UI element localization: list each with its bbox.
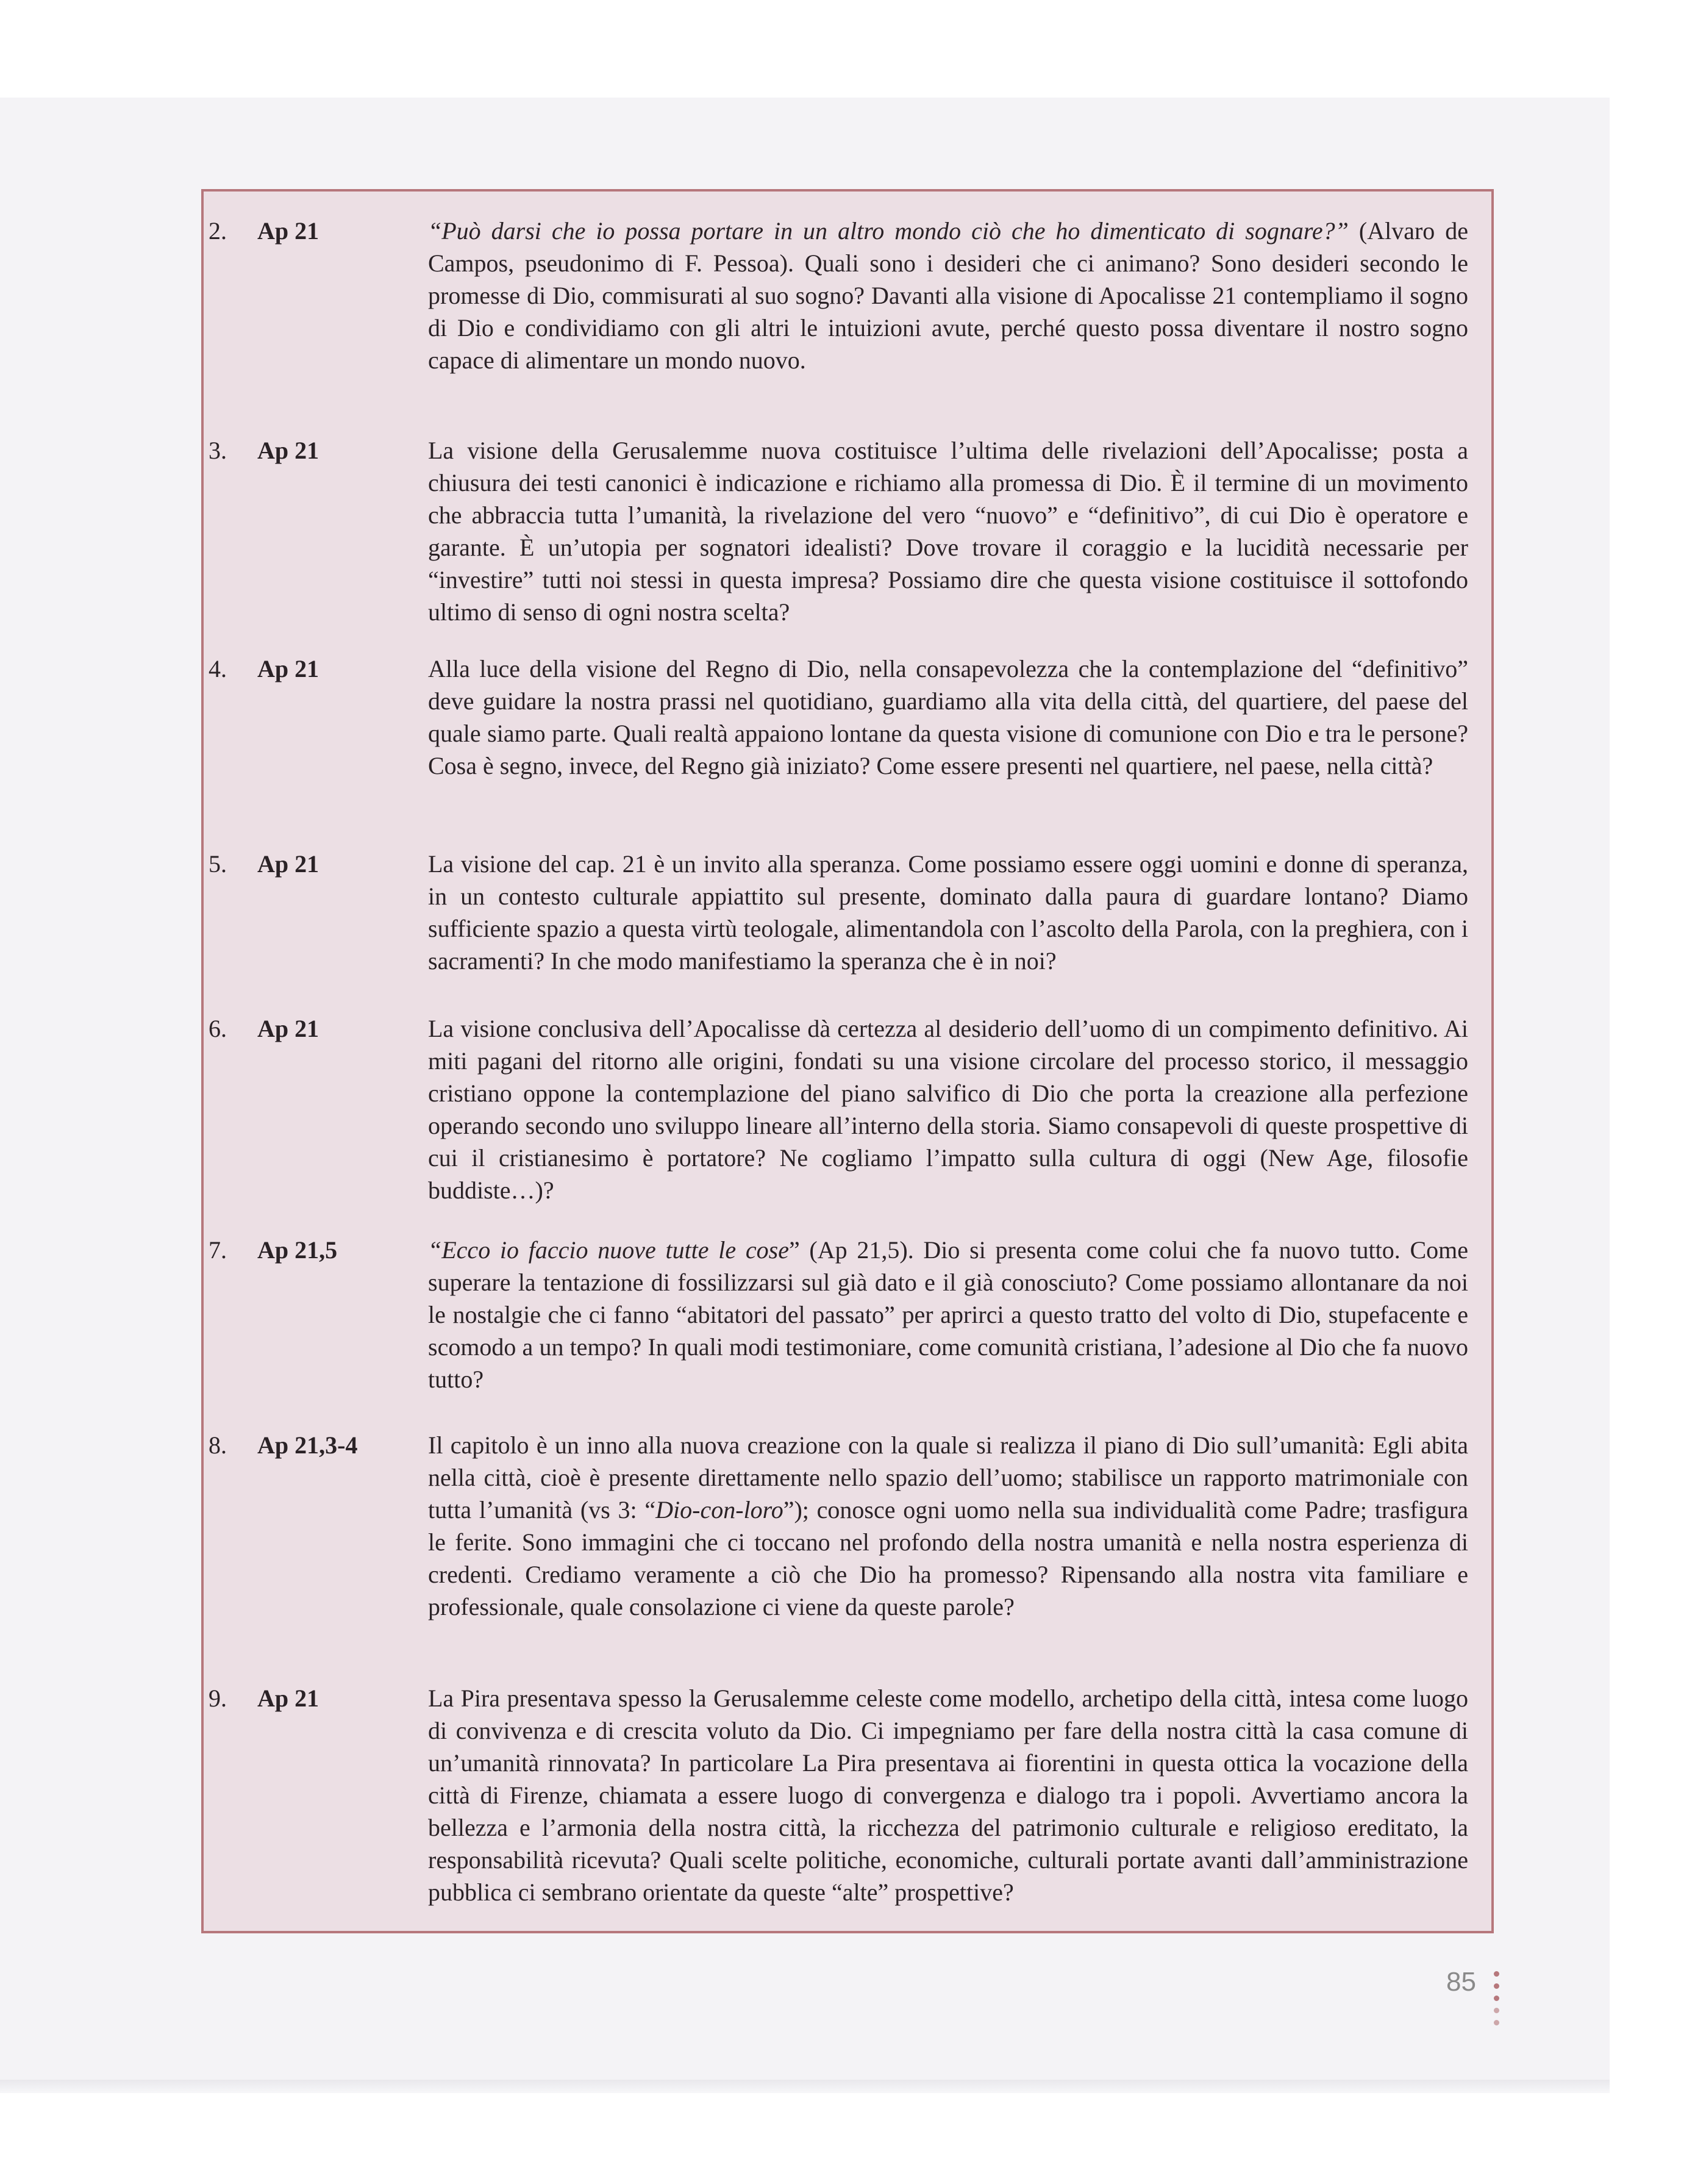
- entry-text-segment: La Pira presentava spesso la Gerusalemme celeste come modello, archetipo della città, intesa come luogo di convivenza e di crescita voluto da Dio. Ci impegniamo per fare della nostra città la casa comune di un’umanità rinnovata? In particolare La Pira presentava ai fiorentini in questa ottica la vocazione della città di Firenze, chiamata a essere luogo di convergenza e dialogo tra i popoli. Avvertiamo ancora la bellezza e l’armonia della nostra città, la ricchezza del patrimonio culturale e religioso ereditato, la responsabilità ricevuta? Quali scelte politiche, economiche, culturali portate avanti dall’amministrazione pubblica ci sembrano orientate da queste “alte” prospettive?: [428, 1685, 1468, 1906]
- ornament-dot: [1494, 1996, 1499, 2001]
- entry-reference: Ap 21,5: [257, 1236, 338, 1264]
- entry-text-segment: La visione del cap. 21 è un invito alla speranza. Come possiamo essere oggi uomini e donne di speranza, in un contesto culturale appiattito sul presente, dominato dalla paura di guardare lontano? Diamo sufficiente spazio a questa virtù teologale, alimentandola con l’ascolto della Parola, con la preghiera, con i sacramenti? In che modo manifestiamo la speranza che è in noi?: [428, 850, 1468, 975]
- page-edge: [0, 2080, 1610, 2093]
- entry-text: [428, 1429, 1468, 1623]
- entry-text-italic: “Può darsi che io possa portare in un altro mondo ciò che ho dimenticato di sognare?”: [428, 217, 1349, 245]
- entry-reference: Ap 21: [257, 217, 319, 245]
- entry: [201, 653, 1494, 848]
- entry-text-segment: La visione conclusiva dell’Apocalisse dà certezza al desiderio dell’uomo di un compimento definitivo. Ai miti pagani del ritorno alle origini, fondati su una visione circolare del processo storico, il messaggio cristiano oppone la contemplazione del piano salvifico di Dio che porta la creazione alla perfezione operando secondo uno sviluppo lineare all’interno della storia. Siamo consapevoli di queste prospettive di cui il cristianesimo è portatore? Ne cogliamo l’impatto sulla cultura di oggi (New Age, filosofie buddiste…)?: [428, 1015, 1468, 1204]
- entry-number: 2.: [209, 217, 227, 245]
- entry-text: [428, 1682, 1468, 1908]
- entry-number: 5.: [209, 850, 227, 878]
- ornament-dot: [1494, 2020, 1499, 2025]
- entry-number: 3.: [209, 437, 227, 464]
- entry-text: [428, 1234, 1468, 1395]
- entry-text: [428, 1012, 1468, 1206]
- entry: [201, 1682, 1494, 1950]
- entry-number: 4.: [209, 655, 227, 682]
- entry-text-segment: ” (Ap 21,5). Dio si presenta come colui che fa nuovo tutto. Come superare la tentazione di fossilizzarsi sul già dato e il già conosciuto? Come possiamo allontanare da noi le nostalgie che ci fanno “abitatori del passato” per aprirci a questo tratto del volto di Dio, stupefacente e scomodo a un tempo? In quali modi testimoniare, come comunità cristiana, l’adesione al Dio che fa nuovo tutto?: [428, 1236, 1468, 1393]
- entry-number: 8.: [209, 1431, 227, 1459]
- entry-text: [428, 848, 1468, 977]
- entry-text-italic: Dio-con-loro: [655, 1496, 783, 1523]
- entry-text-segment: La visione della Gerusalemme nuova costituisce l’ultima delle rivelazioni dell’Apocalisse; posta a chiusura dei testi canonici è indicazione e richiamo alla promessa di Dio. È il termine di un movimento che abbraccia tutta l’umanità, la rivelazione del vero “nuovo” e “definitivo”, di cui Dio è operatore e garante. È un’utopia per sognatori idealisti? Dove trovare il coraggio e la lucidità necessarie per “investire” tutti noi stessi in questa impresa? Possiamo dire che questa visione costituisce il sottofondo ultimo di senso di ogni nostra scelta?: [428, 437, 1468, 626]
- entry-number: 6.: [209, 1015, 227, 1042]
- page-number: 85: [1446, 1967, 1476, 1997]
- entry: [201, 1012, 1494, 1234]
- entries-list: [201, 215, 1494, 1950]
- entry-text-segment: Il capitolo è un inno alla nuova creazione con la quale si realizza il piano di Dio sull’umanità: Egli abita nella città, cioè è presente direttamente nello spazio dell’uomo; stabilisce un rapporto matrimoniale con tutta l’umanità (vs 3: “: [428, 1431, 1468, 1523]
- entry-number: 9.: [209, 1685, 227, 1712]
- ornament-dot: [1494, 2008, 1499, 2013]
- ornament-dot: [1494, 1983, 1499, 1989]
- entry: [201, 434, 1494, 653]
- entry-number: 7.: [209, 1236, 227, 1264]
- entry-text-italic: “Ecco io faccio nuove tutte le cose: [428, 1236, 789, 1264]
- entry-reference: Ap 21,3-4: [257, 1431, 358, 1459]
- ornament-dot: [1494, 1971, 1499, 1977]
- entry-text-segment: (Alvaro de Campos, pseudonimo di F. Pessoa). Quali sono i desideri che ci animano? Sono desideri secondo le promesse di Dio, commisurati al suo sogno? Davanti alla visione di Apocalisse 21 contempliamo il sogno di Dio e condividiamo con gli altri le intuizioni avute, perché questo possa diventare il nostro sogno capace di alimentare un mondo nuovo.: [428, 217, 1468, 374]
- entry-reference: Ap 21: [257, 1015, 319, 1042]
- entry-reference: Ap 21: [257, 850, 319, 878]
- entry: [201, 215, 1494, 434]
- entry-reference: Ap 21: [257, 1685, 319, 1712]
- entry-text-segment: Alla luce della visione del Regno di Dio, nella consapevolezza che la contemplazione del “definitivo” deve guidare la nostra prassi nel quotidiano, guardiamo alla vita della città, del quartiere, del paese del quale siamo parte. Quali realtà appaiono lontane da questa visione di comunione con Dio e tra le persone? Cosa è segno, invece, del Regno già iniziato? Come essere presenti nel quartiere, nel paese, nella città?: [428, 655, 1468, 779]
- entry: [201, 1234, 1494, 1429]
- entry-text: [428, 215, 1468, 376]
- entry: [201, 1429, 1494, 1682]
- entry: [201, 848, 1494, 1012]
- entry-text: [428, 653, 1468, 782]
- page-dots-ornament: [1491, 1971, 1501, 2032]
- entry-reference: Ap 21: [257, 655, 319, 682]
- entry-text: [428, 434, 1468, 628]
- entry-text-segment: ”); conosce ogni uomo nella sua individualità come Padre; trasfigura le ferite. Sono immagini che ci toccano nel profondo della nostra umanità e nella nostra esperienza di credenti. Crediamo veramente a ciò che Dio ha promesso? Ripensando alla nostra vita familiare e professionale, quale consolazione ci viene da queste parole?: [428, 1496, 1468, 1620]
- entry-reference: Ap 21: [257, 437, 319, 464]
